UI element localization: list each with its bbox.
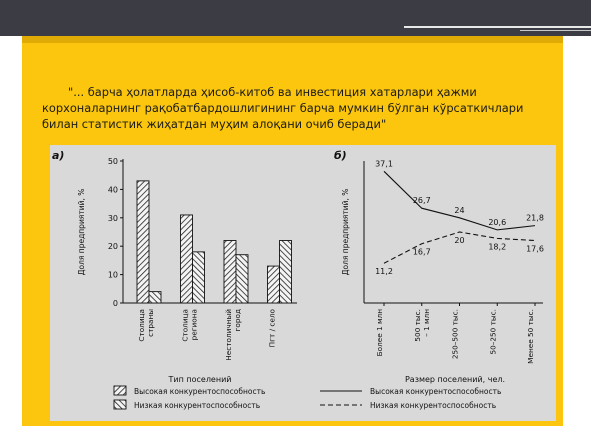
panel-label-a: а) — [52, 149, 65, 162]
x-tick-label: Пгт / село — [267, 309, 277, 348]
x-tick-label: Столица — [180, 309, 190, 342]
x-tick-label: город — [233, 309, 242, 332]
panel-label-b: б) — [334, 149, 347, 162]
y-tick-label: 0 — [112, 299, 118, 308]
data-label: 20,6 — [488, 217, 507, 227]
decorative-line — [520, 30, 591, 31]
legend-label: Низкая конкурентоспособность — [370, 401, 497, 410]
bar — [268, 266, 280, 303]
quote-line-2: корхоналарнинг рақобатбардошлигининг барча мумкин бўлган кўрсаткичлари — [42, 101, 524, 115]
bar — [137, 181, 149, 303]
x-tick-label: 250–500 тыс. — [450, 309, 460, 360]
quote-line-3: билан статистик жиҳатдан муҳим алоқани очиб беради" — [42, 117, 387, 131]
x-axis-label-a: Тип поселений — [168, 375, 232, 384]
data-label: 11,2 — [375, 267, 393, 277]
x-tick-label: Более 1 млн — [375, 309, 384, 357]
x-tick-label: – 1 млн — [421, 309, 431, 337]
legend-label: Высокая конкурентоспособность — [370, 387, 502, 396]
bar — [236, 255, 248, 303]
x-axis-label-b: Размер поселений, чел. — [404, 375, 506, 384]
x-tick-label: Менее 50 тыс. — [526, 309, 535, 364]
bar — [193, 252, 205, 303]
legend-b — [320, 387, 501, 410]
x-tick-labels-a — [137, 308, 277, 360]
quote-line-1: "... барча ҳолатларда ҳисоб-китоб ва инвестиция хатарлари ҳажми — [68, 85, 477, 99]
y-axis-label-a: Доля предприятий, % — [77, 188, 86, 276]
slide — [22, 36, 563, 426]
y-axis-label-b: Доля предприятий, % — [341, 188, 350, 276]
x-tick-label: Нестоличный — [224, 309, 233, 361]
x-tick-label: страны — [146, 309, 155, 337]
figure — [50, 145, 556, 421]
y-tick-label: 10 — [107, 270, 118, 280]
legend-label: Низкая конкурентоспособность — [134, 401, 261, 410]
x-tick-label: региона — [189, 309, 199, 341]
data-label: 20 — [454, 236, 465, 245]
x-tick-label: Столица — [137, 309, 146, 342]
figure-svg — [50, 145, 556, 421]
data-label: 21,8 — [526, 213, 544, 223]
y-tick-label: 40 — [107, 185, 118, 195]
bar — [149, 292, 161, 303]
bar-chart-panel — [52, 149, 297, 384]
bar — [181, 215, 193, 303]
slide-top-edge — [22, 36, 563, 43]
bars-a — [137, 181, 292, 303]
legend-label: Высокая конкурентоспособность — [134, 387, 266, 396]
lines-b — [375, 159, 544, 276]
data-label: 37,1 — [375, 159, 393, 169]
x-tick-labels-b — [375, 309, 535, 364]
y-tick-label: 20 — [107, 242, 118, 252]
data-label: 18,2 — [488, 242, 507, 252]
y-tick-label: 30 — [107, 213, 118, 223]
bar — [224, 241, 236, 303]
data-label: 17,6 — [526, 244, 544, 254]
data-label: 26,7 — [412, 196, 431, 206]
data-label: 24 — [454, 205, 465, 215]
x-tick-label: 50–250 тыс. — [488, 309, 498, 355]
decorative-line — [404, 26, 591, 28]
series-line — [384, 171, 535, 230]
x-tick-label: 500 тыс. — [412, 309, 422, 342]
y-tick-label: 50 — [107, 157, 118, 166]
legend-swatch — [114, 386, 126, 395]
line-chart-panel — [334, 149, 544, 384]
top-band — [0, 0, 591, 36]
bar — [280, 241, 292, 303]
quote-text — [42, 84, 557, 132]
legend-a — [114, 386, 265, 410]
legend-swatch — [114, 400, 126, 409]
data-label: 16,7 — [412, 247, 431, 257]
